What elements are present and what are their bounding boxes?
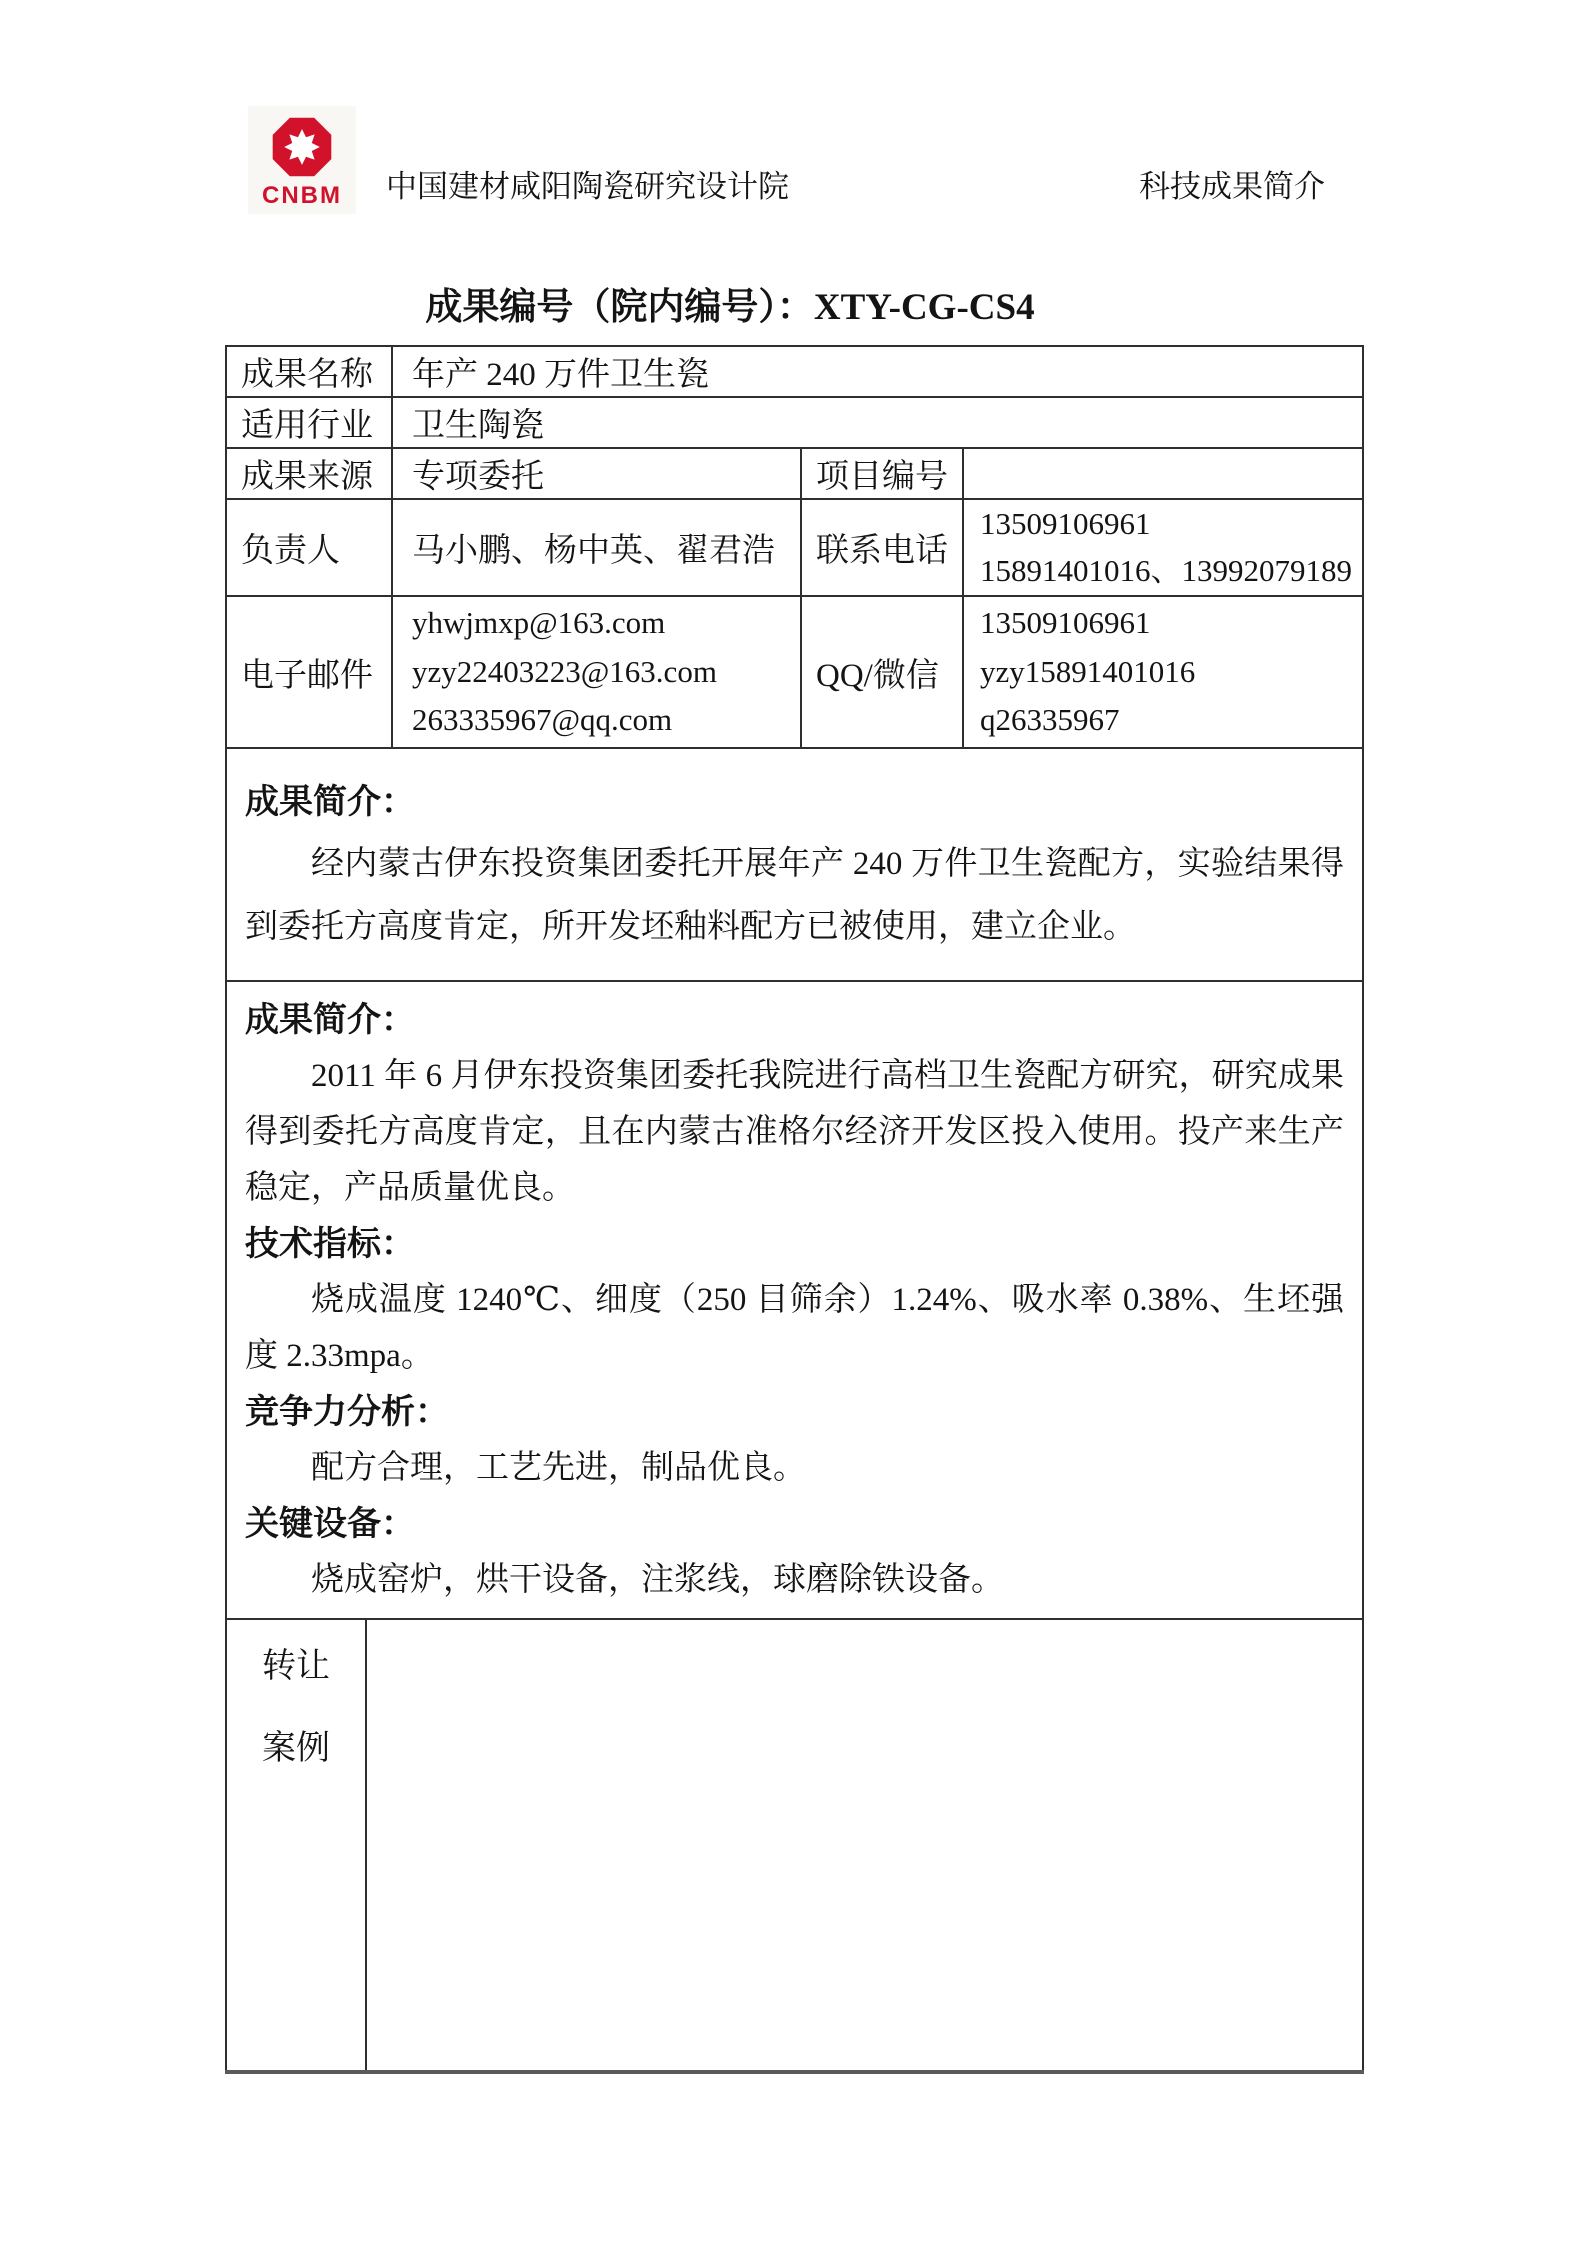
cnbm-logo-text: CNBM <box>262 182 342 209</box>
table-row-summary-1 <box>226 748 1363 981</box>
cnbm-octagon-star-icon <box>269 114 335 180</box>
tech-specs-heading: 技术指标： <box>245 1225 415 1263</box>
email-line-2: yzy22403223@163.com <box>412 653 717 689</box>
competitiveness-body: 配方合理，工艺先进，制品优良。 <box>311 1450 806 1486</box>
institute-name: 中国建材咸阳陶瓷研究设计院 <box>386 169 789 204</box>
table-row-industry <box>226 397 1363 448</box>
result-name-value: 年产 240 万件卫生瓷 <box>392 346 1363 397</box>
email-line-3: 263335967@qq.com <box>412 702 673 738</box>
tech-specs-body: 烧成温度 1240℃、细度（250 目筛余）1.24%、吸水率 0.38%、生坯强度 2.33mpa。 <box>245 1282 1345 1374</box>
qq-line-3: q26335967 <box>980 702 1120 738</box>
qq-wechat-value <box>963 596 1363 748</box>
email-value <box>392 596 801 748</box>
summary-1-cell <box>226 748 1363 981</box>
table-row-result-name <box>226 346 1363 397</box>
result-name-label: 成果名称 <box>226 346 392 397</box>
transfer-label-line-1: 转让 <box>262 1648 330 1685</box>
page-title: 成果编号（院内编号）：XTY-CG-CS4 <box>425 287 1035 328</box>
source-label: 成果来源 <box>226 448 392 499</box>
table-row-source <box>226 448 1363 499</box>
email-line-1: yhwjmxp@163.com <box>412 604 666 640</box>
doc-type-label: 科技成果简介 <box>1139 169 1325 204</box>
source-value: 专项委托 <box>392 448 801 499</box>
transfer-cases-cell <box>226 1619 1363 2072</box>
summary-2-body: 2011 年 6 月伊东投资集团委托我院进行高档卫生瓷配方研究，研究成果得到委托方高度肯定，且在内蒙古准格尔经济开发区投入使用。投产来生产稳定，产品质量优良。 <box>245 1058 1345 1206</box>
leader-value: 马小鹏、杨中英、翟君浩 <box>392 499 801 596</box>
phone-line-2: 15891401016、13992079189 <box>980 552 1352 588</box>
summary-1-heading: 成果简介： <box>245 782 415 821</box>
summary-2-heading: 成果简介： <box>245 1001 415 1039</box>
transfer-label-line-2: 案例 <box>262 1730 330 1767</box>
transfer-cases-label <box>227 1620 367 2070</box>
table-row-transfer-cases <box>226 1619 1363 2072</box>
phone-label: 联系电话 <box>801 499 963 596</box>
leader-label: 负责人 <box>226 499 392 596</box>
table-row-details <box>226 981 1363 1619</box>
qq-line-2: yzy15891401016 <box>980 653 1196 689</box>
key-equipment-body: 烧成窑炉，烘干设备，注浆线，球磨除铁设备。 <box>311 1562 1004 1598</box>
industry-value: 卫生陶瓷 <box>392 397 1363 448</box>
details-cell <box>226 981 1363 1619</box>
page-header <box>248 106 1325 214</box>
achievement-info-table <box>225 345 1364 2074</box>
project-no-label: 项目编号 <box>801 448 963 499</box>
phone-line-1: 13509106961 <box>980 506 1151 541</box>
email-label: 电子邮件 <box>226 596 392 748</box>
cnbm-logo <box>248 106 356 214</box>
competitiveness-heading: 竞争力分析： <box>245 1393 449 1431</box>
table-row-email <box>226 596 1363 748</box>
project-no-value <box>963 448 1363 499</box>
key-equipment-heading: 关键设备： <box>245 1505 415 1543</box>
transfer-cases-value <box>367 1620 1362 2070</box>
summary-1-body: 经内蒙古伊东投资集团委托开展年产 240 万件卫生瓷配方，实验结果得到委托方高度肯定，所开发坯釉料配方已被使用，建立企业。 <box>245 845 1345 945</box>
industry-label: 适用行业 <box>226 397 392 448</box>
qq-wechat-label: QQ/微信 <box>801 596 963 748</box>
table-row-leader <box>226 499 1363 596</box>
phone-value <box>963 499 1363 596</box>
qq-line-1: 13509106961 <box>980 604 1151 640</box>
